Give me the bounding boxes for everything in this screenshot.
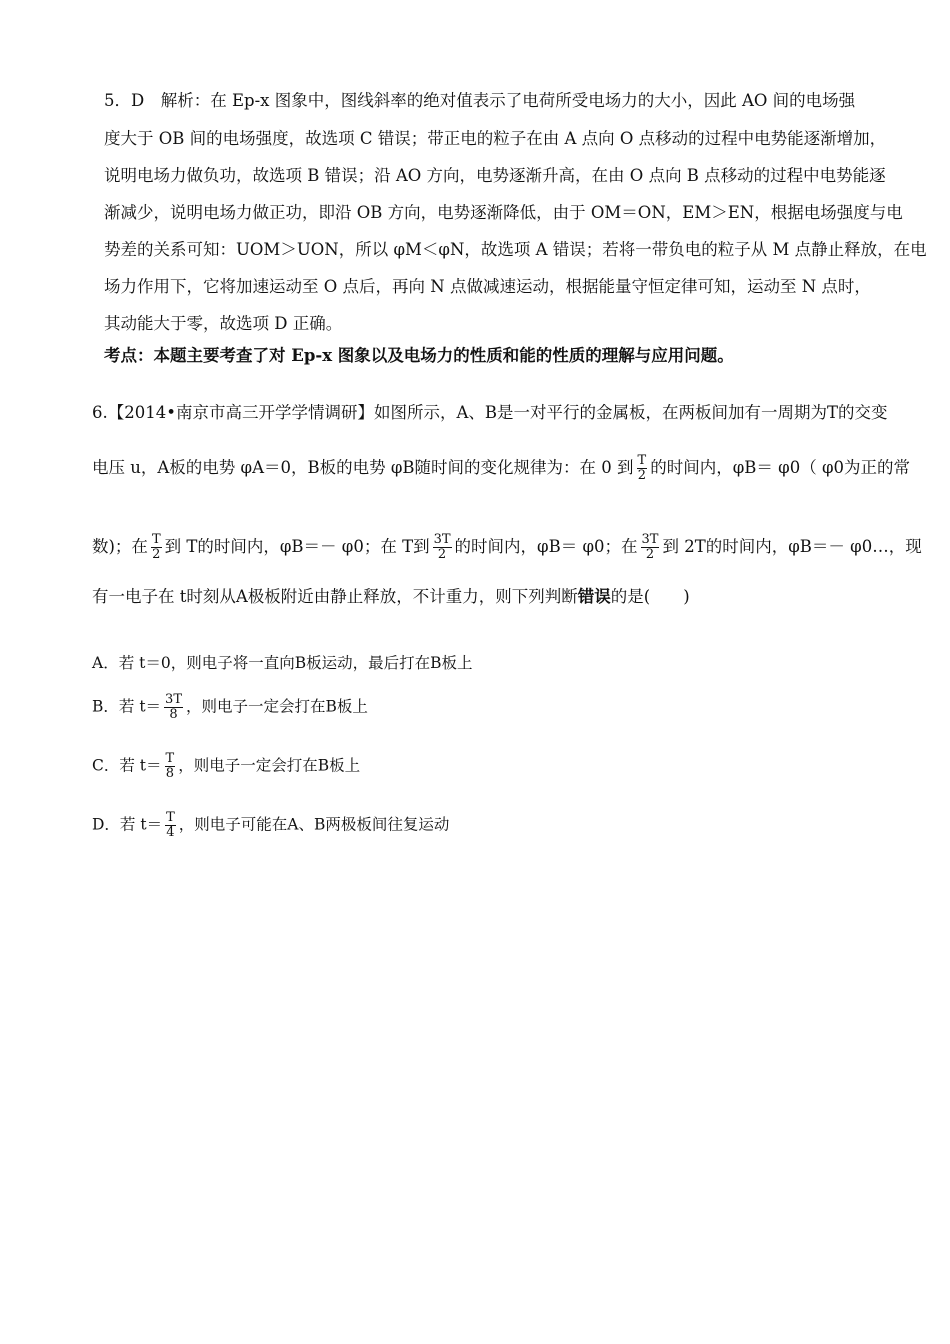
q5-line-2: 度大于 OB 间的电场强度，故选项 C 错误；带正电的粒子在由 A 点向 O 点移动的过程中电势能逐渐增加，: [104, 129, 887, 148]
q6-line-2a: 电压 u，A板的电势 φA＝0，B板的电势 φB随时间的变化规律为：在 0 到: [92, 458, 634, 477]
frac-den: 8: [169, 707, 178, 722]
frac-den: 8: [165, 766, 174, 781]
option-a: A．若 t＝0，则电子将一直向B板运动，最后打在B板上: [92, 654, 473, 672]
q5-line-4: 渐减少，说明电场力做正功，即沿 OB 方向，电势逐渐降低，由于 OM＝ON，EM＞EN，根据电场强度与电: [104, 203, 903, 222]
fraction-t-over-2: [637, 454, 648, 483]
frac-num: 3T: [165, 692, 182, 707]
frac-den: 4: [166, 825, 175, 840]
kaodian-label: 考点：: [104, 346, 154, 365]
q5-line-1: 5．D 解析：在 Ep-x 图象中，图线斜率的绝对值表示了电荷所受电场力的大小，因此 AO 间的电场强: [104, 91, 856, 110]
kaodian-text: 本题主要考查了对 Ep-x 图象以及电场力的性质和能的性质的理解与应用问题。: [153, 346, 734, 365]
q6-line-3d: 到 2T的时间内，φB＝－ φ0…，现: [662, 537, 922, 556]
q6-line-4a: 有一电子在 t时刻从A极板附近由静止释放，不计重力，则下列判断: [92, 587, 578, 606]
q6-line-3c: 的时间内，φB＝ φ0；在: [454, 537, 638, 556]
q6-line-3a: 数)；在: [92, 537, 148, 556]
fraction-3t-over-8: [164, 693, 183, 722]
frac-num: T: [166, 810, 175, 825]
option-b-text: ，则电子一定会打在B板上: [186, 697, 368, 716]
frac-den: 2: [637, 468, 647, 483]
fraction-3t-over-2: [433, 533, 452, 562]
q5-line-5: 势差的关系可知：UOM＞UON，所以 φM＜φN，故选项 A 错误；若将一带负电的粒子从 M 点静止释放，在电: [104, 240, 927, 259]
fraction-3t-over-2: [641, 533, 660, 562]
fraction-t-over-4: [165, 811, 176, 840]
frac-den: 2: [152, 547, 161, 562]
option-d-prefix: D．若 t＝: [92, 815, 163, 834]
option-d: [92, 811, 449, 840]
q6-line-4: [92, 586, 690, 608]
q6-line-2: [92, 454, 910, 483]
q5-line-7: 其动能大于零，故选项 D 正确。: [104, 314, 343, 333]
frac-den: 2: [645, 547, 655, 562]
option-d-text: ，则电子可能在A、B两极板间往复运动: [178, 815, 450, 834]
kaodian-line: [104, 345, 734, 367]
frac-num: T: [165, 751, 175, 766]
q6-line-1: 6.【2014•南京市高三开学学情调研】如图所示，A、B是一对平行的金属板，在两板间加有一周期为T的交变: [92, 403, 888, 422]
q5-line-3: 说明电场力做负功，故选项 B 错误；沿 AO 方向，电势逐渐升高，在由 O 点向 B 点移动的过程中电势能逐: [104, 166, 886, 185]
frac-num: T: [637, 453, 647, 468]
option-c: [92, 752, 360, 781]
q6-line-3b: 到 T的时间内，φB＝－ φ0；在 T到: [164, 537, 430, 556]
fraction-t-over-2: [151, 533, 162, 562]
frac-num: T: [151, 532, 161, 547]
q6-line-2b: 的时间内，φB＝ φ0（ φ0为正的常: [650, 458, 910, 477]
option-b-prefix: B．若 t＝: [92, 697, 162, 716]
q6-emphasis-wrong: 错误: [577, 587, 611, 606]
q6-line-4c: 的是( ): [610, 587, 690, 606]
option-c-text: ，则电子一定会打在B板上: [178, 756, 361, 775]
frac-den: 2: [437, 547, 447, 562]
option-b: [92, 693, 368, 722]
frac-num: 3T: [433, 532, 451, 547]
frac-num: 3T: [641, 532, 659, 547]
q6-line-3: [92, 533, 922, 562]
option-c-prefix: C．若 t＝: [92, 756, 162, 775]
q5-line-6: 场力作用下，它将加速运动至 O 点后，再向 N 点做减速运动，根据能量守恒定律可知，运动至 N 点时，: [104, 277, 871, 296]
fraction-t-over-8: [165, 752, 176, 781]
